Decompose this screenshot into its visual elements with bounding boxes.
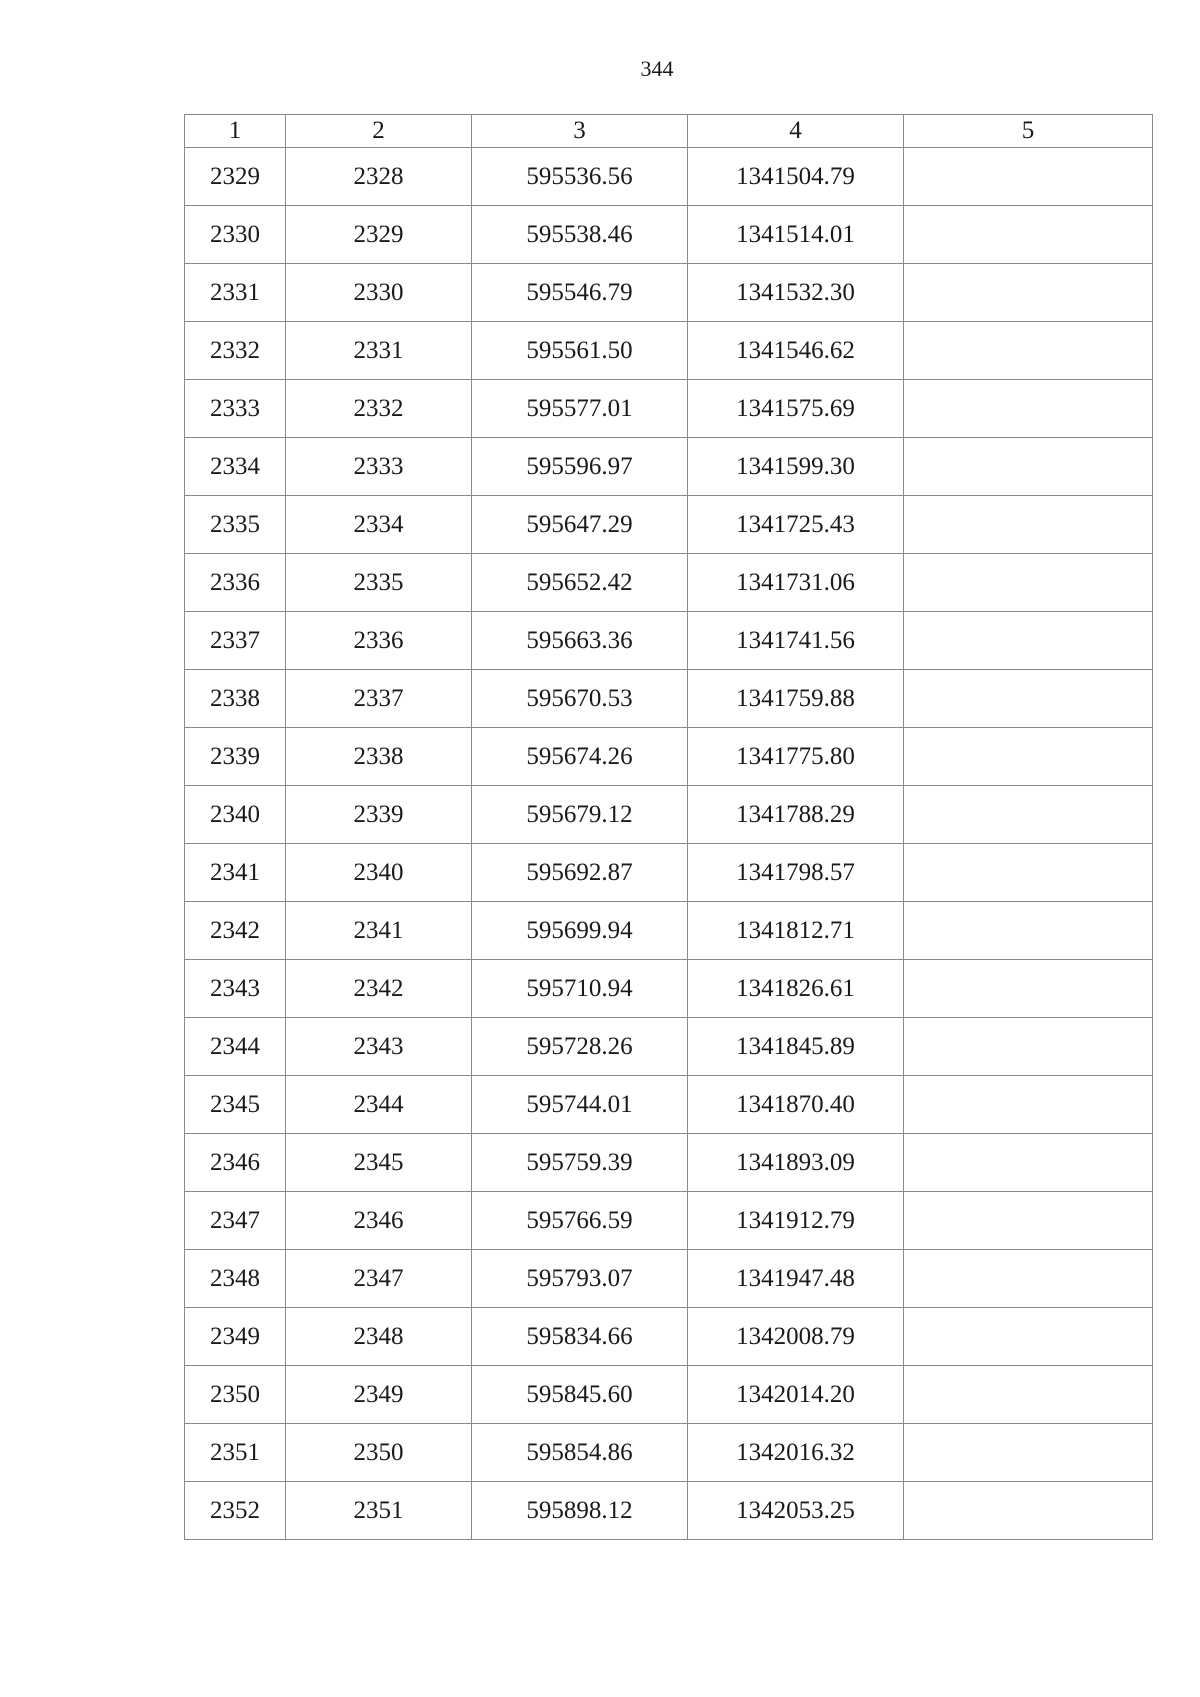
table-cell-col-5 bbox=[904, 1308, 1153, 1366]
table-row bbox=[185, 1018, 1153, 1076]
table-cell-col-3: 595652.42 bbox=[472, 554, 688, 612]
table-cell-col-2: 2349 bbox=[286, 1366, 472, 1424]
table-cell-col-1: 2351 bbox=[185, 1424, 286, 1482]
table-cell-col-5 bbox=[904, 844, 1153, 902]
table-cell-col-5 bbox=[904, 264, 1153, 322]
table-row bbox=[185, 786, 1153, 844]
table-cell-col-4: 1341504.79 bbox=[688, 148, 904, 206]
table-cell-col-2: 2343 bbox=[286, 1018, 472, 1076]
table-cell-col-1: 2337 bbox=[185, 612, 286, 670]
table-cell-col-3: 595766.59 bbox=[472, 1192, 688, 1250]
table-cell-col-4: 1341599.30 bbox=[688, 438, 904, 496]
table-cell-col-3: 595679.12 bbox=[472, 786, 688, 844]
table-cell-col-1: 2330 bbox=[185, 206, 286, 264]
table-cell-col-3: 595845.60 bbox=[472, 1366, 688, 1424]
table-cell-col-3: 595759.39 bbox=[472, 1134, 688, 1192]
table-cell-col-4: 1341845.89 bbox=[688, 1018, 904, 1076]
table-cell-col-3: 595834.66 bbox=[472, 1308, 688, 1366]
table-cell-col-2: 2331 bbox=[286, 322, 472, 380]
table-cell-col-1: 2348 bbox=[185, 1250, 286, 1308]
table-row bbox=[185, 264, 1153, 322]
table-row bbox=[185, 612, 1153, 670]
table-cell-col-5 bbox=[904, 1076, 1153, 1134]
table-row bbox=[185, 322, 1153, 380]
coordinates-table bbox=[184, 114, 1153, 1540]
table-row bbox=[185, 206, 1153, 264]
table-cell-col-2: 2333 bbox=[286, 438, 472, 496]
table-cell-col-1: 2349 bbox=[185, 1308, 286, 1366]
table-row bbox=[185, 1192, 1153, 1250]
table-cell-col-5 bbox=[904, 670, 1153, 728]
table-row bbox=[185, 1134, 1153, 1192]
table-row bbox=[185, 902, 1153, 960]
table-cell-col-1: 2344 bbox=[185, 1018, 286, 1076]
table-cell-col-2: 2330 bbox=[286, 264, 472, 322]
table-cell-col-3: 595577.01 bbox=[472, 380, 688, 438]
table-header bbox=[185, 115, 1153, 148]
table-cell-col-4: 1341575.69 bbox=[688, 380, 904, 438]
table-cell-col-1: 2350 bbox=[185, 1366, 286, 1424]
table-cell-col-1: 2347 bbox=[185, 1192, 286, 1250]
table-cell-col-3: 595596.97 bbox=[472, 438, 688, 496]
table-row bbox=[185, 1482, 1153, 1540]
table-cell-col-4: 1341893.09 bbox=[688, 1134, 904, 1192]
table-cell-col-1: 2343 bbox=[185, 960, 286, 1018]
table-cell-col-5 bbox=[904, 206, 1153, 264]
table-cell-col-2: 2336 bbox=[286, 612, 472, 670]
table-cell-col-4: 1341741.56 bbox=[688, 612, 904, 670]
column-header-1: 1 bbox=[185, 115, 286, 148]
table-row bbox=[185, 728, 1153, 786]
table-cell-col-4: 1341798.57 bbox=[688, 844, 904, 902]
table-cell-col-3: 595699.94 bbox=[472, 902, 688, 960]
table-cell-col-1: 2339 bbox=[185, 728, 286, 786]
table-cell-col-4: 1342014.20 bbox=[688, 1366, 904, 1424]
table-cell-col-2: 2351 bbox=[286, 1482, 472, 1540]
table-cell-col-4: 1341759.88 bbox=[688, 670, 904, 728]
table-cell-col-2: 2335 bbox=[286, 554, 472, 612]
table-cell-col-2: 2342 bbox=[286, 960, 472, 1018]
table-cell-col-4: 1341870.40 bbox=[688, 1076, 904, 1134]
table-cell-col-3: 595710.94 bbox=[472, 960, 688, 1018]
table-cell-col-3: 595793.07 bbox=[472, 1250, 688, 1308]
table-cell-col-2: 2337 bbox=[286, 670, 472, 728]
table-cell-col-5 bbox=[904, 554, 1153, 612]
table-cell-col-2: 2334 bbox=[286, 496, 472, 554]
table-cell-col-5 bbox=[904, 1018, 1153, 1076]
table-cell-col-2: 2346 bbox=[286, 1192, 472, 1250]
table-cell-col-3: 595536.56 bbox=[472, 148, 688, 206]
table-cell-col-2: 2345 bbox=[286, 1134, 472, 1192]
table-cell-col-3: 595854.86 bbox=[472, 1424, 688, 1482]
table-cell-col-3: 595674.26 bbox=[472, 728, 688, 786]
table-cell-col-4: 1341788.29 bbox=[688, 786, 904, 844]
page-number: 344 bbox=[640, 56, 674, 81]
table-cell-col-5 bbox=[904, 728, 1153, 786]
table-cell-col-2: 2328 bbox=[286, 148, 472, 206]
table-row bbox=[185, 1366, 1153, 1424]
table-cell-col-1: 2329 bbox=[185, 148, 286, 206]
table-cell-col-3: 595898.12 bbox=[472, 1482, 688, 1540]
table-cell-col-5 bbox=[904, 1482, 1153, 1540]
table-row bbox=[185, 1250, 1153, 1308]
table-cell-col-5 bbox=[904, 1366, 1153, 1424]
table-cell-col-5 bbox=[904, 1424, 1153, 1482]
table-cell-col-3: 595744.01 bbox=[472, 1076, 688, 1134]
table-cell-col-2: 2344 bbox=[286, 1076, 472, 1134]
table-cell-col-3: 595561.50 bbox=[472, 322, 688, 380]
table-cell-col-2: 2341 bbox=[286, 902, 472, 960]
table-cell-col-4: 1341731.06 bbox=[688, 554, 904, 612]
table-cell-col-2: 2347 bbox=[286, 1250, 472, 1308]
column-header-4: 4 bbox=[688, 115, 904, 148]
table-cell-col-5 bbox=[904, 322, 1153, 380]
table-row bbox=[185, 1424, 1153, 1482]
table-cell-col-5 bbox=[904, 380, 1153, 438]
table-row bbox=[185, 380, 1153, 438]
table-cell-col-2: 2348 bbox=[286, 1308, 472, 1366]
column-header-2: 2 bbox=[286, 115, 472, 148]
table-cell-col-1: 2338 bbox=[185, 670, 286, 728]
table-cell-col-2: 2340 bbox=[286, 844, 472, 902]
table-row bbox=[185, 844, 1153, 902]
table-cell-col-3: 595663.36 bbox=[472, 612, 688, 670]
table-header-row bbox=[185, 115, 1153, 148]
table-cell-col-5 bbox=[904, 612, 1153, 670]
table-cell-col-1: 2336 bbox=[185, 554, 286, 612]
table-cell-col-1: 2341 bbox=[185, 844, 286, 902]
table-body bbox=[185, 148, 1153, 1540]
table-row bbox=[185, 1076, 1153, 1134]
table-cell-col-4: 1341912.79 bbox=[688, 1192, 904, 1250]
table-cell-col-2: 2339 bbox=[286, 786, 472, 844]
table-cell-col-4: 1342016.32 bbox=[688, 1424, 904, 1482]
table-cell-col-5 bbox=[904, 1250, 1153, 1308]
table-cell-col-5 bbox=[904, 1134, 1153, 1192]
table-cell-col-4: 1341775.80 bbox=[688, 728, 904, 786]
table-cell-col-3: 595728.26 bbox=[472, 1018, 688, 1076]
table-row bbox=[185, 960, 1153, 1018]
table-cell-col-1: 2352 bbox=[185, 1482, 286, 1540]
table-cell-col-4: 1342053.25 bbox=[688, 1482, 904, 1540]
table-cell-col-2: 2332 bbox=[286, 380, 472, 438]
table-cell-col-5 bbox=[904, 1192, 1153, 1250]
table-row bbox=[185, 496, 1153, 554]
table-row bbox=[185, 670, 1153, 728]
table-cell-col-5 bbox=[904, 438, 1153, 496]
table-cell-col-4: 1341812.71 bbox=[688, 902, 904, 960]
table-row bbox=[185, 554, 1153, 612]
table-cell-col-5 bbox=[904, 902, 1153, 960]
table-row bbox=[185, 1308, 1153, 1366]
column-header-3: 3 bbox=[472, 115, 688, 148]
table-cell-col-1: 2342 bbox=[185, 902, 286, 960]
table-cell-col-4: 1342008.79 bbox=[688, 1308, 904, 1366]
table-cell-col-4: 1341826.61 bbox=[688, 960, 904, 1018]
table-cell-col-3: 595647.29 bbox=[472, 496, 688, 554]
table-cell-col-1: 2331 bbox=[185, 264, 286, 322]
table-row bbox=[185, 438, 1153, 496]
table-cell-col-1: 2334 bbox=[185, 438, 286, 496]
table-cell-col-3: 595692.87 bbox=[472, 844, 688, 902]
table-cell-col-1: 2345 bbox=[185, 1076, 286, 1134]
table-cell-col-4: 1341947.48 bbox=[688, 1250, 904, 1308]
table-cell-col-1: 2346 bbox=[185, 1134, 286, 1192]
table-cell-col-3: 595670.53 bbox=[472, 670, 688, 728]
table-cell-col-1: 2340 bbox=[185, 786, 286, 844]
table-cell-col-5 bbox=[904, 786, 1153, 844]
table-cell-col-4: 1341546.62 bbox=[688, 322, 904, 380]
table-cell-col-4: 1341514.01 bbox=[688, 206, 904, 264]
table-cell-col-4: 1341532.30 bbox=[688, 264, 904, 322]
table-cell-col-1: 2332 bbox=[185, 322, 286, 380]
table-cell-col-5 bbox=[904, 496, 1153, 554]
table-cell-col-5 bbox=[904, 148, 1153, 206]
table-cell-col-1: 2333 bbox=[185, 380, 286, 438]
table-cell-col-2: 2350 bbox=[286, 1424, 472, 1482]
column-header-5: 5 bbox=[904, 115, 1153, 148]
table-cell-col-2: 2329 bbox=[286, 206, 472, 264]
table-cell-col-4: 1341725.43 bbox=[688, 496, 904, 554]
table-row bbox=[185, 148, 1153, 206]
table-cell-col-3: 595538.46 bbox=[472, 206, 688, 264]
table-cell-col-3: 595546.79 bbox=[472, 264, 688, 322]
table-cell-col-2: 2338 bbox=[286, 728, 472, 786]
table-cell-col-1: 2335 bbox=[185, 496, 286, 554]
table-cell-col-5 bbox=[904, 960, 1153, 1018]
